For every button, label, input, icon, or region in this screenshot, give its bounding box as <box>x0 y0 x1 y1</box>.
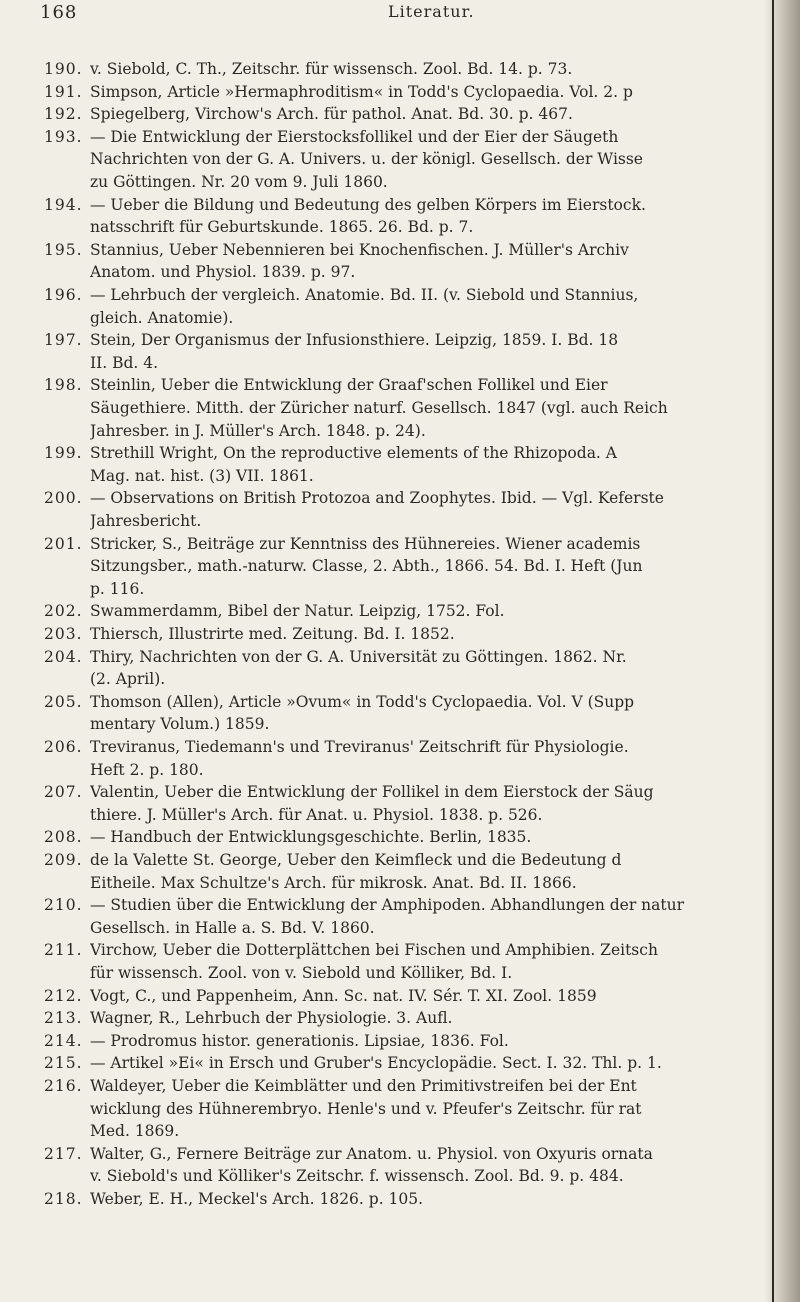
reference-line: Wagner, R., Lehrbuch der Physiologie. 3. Aufl. <box>90 1009 453 1028</box>
reference-number: 213. <box>44 1009 83 1028</box>
reference-number: 206. <box>44 738 83 756</box>
reference-line: Thiry, Nachrichten von der G. A. Universität zu Göttingen. 1862. Nr. <box>90 647 627 666</box>
page-number: 168 <box>40 2 78 23</box>
reference-line: Stein, Der Organismus der Infusionsthiere. Leipzig, 1859. I. Bd. 18 <box>90 331 619 350</box>
reference-text <box>90 826 785 849</box>
reference-number: 200. <box>44 489 83 508</box>
reference-line: Mag. nat. hist. (3) VII. 1861. <box>90 466 314 485</box>
reference-line: — Studien über die Entwicklung der Amphipoden. Abhandlungen der natur <box>90 896 685 915</box>
reference-text <box>90 939 785 984</box>
reference-line: Säugethiere. Mitth. der Züricher naturf. Gesellsch. 1847 (vgl. auch Reich <box>90 398 668 417</box>
reference-line: Simpson, Article »Hermaphroditism« in Todd's Cyclopaedia. Vol. 2. p <box>90 82 633 101</box>
reference-number: 214. <box>44 1031 83 1050</box>
reference-text <box>90 194 785 239</box>
reference-number: 218. <box>44 1190 83 1208</box>
reference-line: Anatom. und Physiol. 1839. p. 97. <box>90 263 356 282</box>
page-edge-shadow <box>764 0 800 1302</box>
reference-number: 203. <box>44 625 83 643</box>
page-header <box>40 2 760 24</box>
reference-number: 215. <box>44 1054 83 1073</box>
reference-line: thiere. J. Müller's Arch. für Anat. u. Physiol. 1838. p. 526. <box>90 805 543 824</box>
reference-line: gleich. Anatomie). <box>90 308 234 327</box>
reference-number: 195. <box>44 240 83 259</box>
reference-line: Eitheile. Max Schultze's Arch. für mikrosk. Anat. Bd. II. 1866. <box>90 873 577 892</box>
reference-line: für wissensch. Zool. von v. Siebold und Kölliker, Bd. I. <box>90 963 513 982</box>
reference-line: Treviranus, Tiedemann's und Treviranus' Zeitschrift für Physiologie. <box>90 738 629 756</box>
reference-line: Waldeyer, Ueber die Keimblätter und den Primitivstreifen bei der Ent <box>90 1077 637 1095</box>
reference-text <box>90 646 785 691</box>
reference-number: 199. <box>44 444 83 463</box>
reference-number: 216. <box>44 1077 83 1095</box>
reference-number: 211. <box>44 941 83 960</box>
reference-text <box>90 442 785 487</box>
reference-number: 204. <box>44 647 83 666</box>
reference-number: 208. <box>44 828 83 847</box>
reference-text <box>90 1188 785 1211</box>
reference-line: — Artikel »Ei« in Ersch und Gruber's Encyclopädie. Sect. I. 32. Thl. p. 1. <box>90 1054 662 1073</box>
reference-line: Thomson (Allen), Article »Ovum« in Todd's Cyclopaedia. Vol. V (Supp <box>90 692 635 711</box>
reference-text <box>90 894 785 939</box>
reference-line: Vogt, C., und Pappenheim, Ann. Sc. nat. IV. Sér. T. XI. Zool. 1859 <box>90 986 597 1005</box>
reference-number: 190. <box>44 60 83 78</box>
reference-number: 212. <box>44 986 83 1005</box>
running-title: Literatur. <box>388 2 475 21</box>
reference-number: 197. <box>44 331 83 350</box>
reference-line: Nachrichten von der G. A. Univers. u. der königl. Gesellsch. der Wisse <box>90 150 643 169</box>
reference-text <box>90 691 785 736</box>
reference-text <box>90 1007 785 1030</box>
reference-number: 202. <box>44 602 83 621</box>
reference-text <box>90 1052 785 1075</box>
reference-text <box>90 239 785 284</box>
reference-entry <box>0 374 800 440</box>
reference-entry <box>0 1188 800 1248</box>
reference-text <box>90 126 785 194</box>
reference-line: zu Göttingen. Nr. 20 vom 9. Juli 1860. <box>90 172 388 191</box>
reference-text <box>90 329 785 374</box>
reference-number: 192. <box>44 105 83 124</box>
reference-line: Jahresber. in J. Müller's Arch. 1848. p. 24). <box>90 421 426 440</box>
reference-text <box>90 623 785 646</box>
reference-text <box>90 736 785 781</box>
reference-line: Gesellsch. in Halle a. S. Bd. V. 1860. <box>90 918 375 937</box>
reference-number: 210. <box>44 896 83 915</box>
reference-line: p. 116. <box>90 579 145 598</box>
reference-line: v. Siebold's und Kölliker's Zeitschr. f. wissensch. Zool. Bd. 9. p. 484. <box>90 1167 624 1186</box>
reference-text <box>90 1030 785 1053</box>
reference-line: — Die Entwicklung der Eierstocksfollikel und der Eier der Säugeth <box>90 127 619 146</box>
reference-text <box>90 487 785 532</box>
reference-line: Weber, E. H., Meckel's Arch. 1826. p. 105. <box>90 1190 424 1208</box>
reference-line: Valentin, Ueber die Entwicklung der Follikel in dem Eierstock der Säug <box>90 783 654 802</box>
reference-line: — Ueber die Bildung und Bedeutung des gelben Körpers im Eierstock. <box>90 195 646 214</box>
reference-number: 191. <box>44 82 83 101</box>
reference-number: 196. <box>44 286 83 304</box>
reference-line: — Observations on British Protozoa and Zoophytes. Ibid. — Vgl. Keferste <box>90 489 664 508</box>
reference-number: 194. <box>44 195 83 214</box>
reference-line: Virchow, Ueber die Dotterplättchen bei Fischen und Amphibien. Zeitsch <box>90 941 658 960</box>
reference-number: 205. <box>44 692 83 711</box>
reference-line: v. Siebold, C. Th., Zeitschr. für wissensch. Zool. Bd. 14. p. 73. <box>90 60 573 78</box>
reference-line: Thiersch, Illustrirte med. Zeitung. Bd. I. 1852. <box>90 625 455 643</box>
reference-line: mentary Volum.) 1859. <box>90 715 270 734</box>
reference-line: Swammerdamm, Bibel der Natur. Leipzig, 1752. Fol. <box>90 602 505 621</box>
reference-text <box>90 81 785 104</box>
reference-number: 193. <box>44 127 83 146</box>
reference-line: — Handbuch der Entwicklungsgeschichte. Berlin, 1835. <box>90 828 532 847</box>
reference-line: — Prodromus histor. generationis. Lipsiae, 1836. Fol. <box>90 1031 509 1050</box>
reference-line: natsschrift für Geburtskunde. 1865. 26. Bd. p. 7. <box>90 218 474 237</box>
reference-line: Walter, G., Fernere Beiträge zur Anatom. u. Physiol. von Oxyuris ornata <box>90 1144 653 1163</box>
page-edge-line <box>772 0 774 1302</box>
reference-entry <box>0 126 800 191</box>
reference-line: Stannius, Ueber Nebennieren bei Knochenfischen. J. Müller's Archiv <box>90 240 629 259</box>
reference-line: (2. April). <box>90 670 166 689</box>
reference-line: de la Valette St. George, Ueber den Keimfleck und die Bedeutung d <box>90 851 622 869</box>
reference-line: II. Bd. 4. <box>90 353 159 372</box>
reference-line: Stricker, S., Beiträge zur Kenntniss des Hühnereies. Wiener academis <box>90 534 641 553</box>
reference-line: wicklung des Hühnerembryo. Henle's und v. Pfeufer's Zeitschr. für rat <box>90 1099 642 1118</box>
reference-line: Jahresbericht. <box>90 511 202 530</box>
reference-text <box>90 781 785 826</box>
reference-text <box>90 374 785 442</box>
reference-entry <box>0 533 800 598</box>
reference-number: 198. <box>44 376 83 395</box>
reference-text <box>90 533 785 601</box>
reference-text <box>90 849 785 894</box>
reference-line: Sitzungsber., math.-naturw. Classe, 2. Abth., 1866. 54. Bd. I. Heft (Jun <box>90 557 643 576</box>
reference-number: 217. <box>44 1144 83 1163</box>
reference-number: 207. <box>44 783 83 802</box>
reference-entry <box>0 1075 800 1141</box>
reference-text <box>90 284 785 329</box>
reference-text <box>90 985 785 1008</box>
reference-line: Med. 1869. <box>90 1122 180 1141</box>
reference-number: 209. <box>44 851 83 869</box>
reference-text <box>90 58 785 81</box>
reference-number: 201. <box>44 534 83 553</box>
reference-line: Spiegelberg, Virchow's Arch. für pathol. Anat. Bd. 30. p. 467. <box>90 105 573 124</box>
reference-line: Strethill Wright, On the reproductive elements of the Rhizopoda. A <box>90 444 617 463</box>
reference-line: — Lehrbuch der vergleich. Anatomie. Bd. II. (v. Siebold und Stannius, <box>90 286 639 304</box>
reference-text <box>90 600 785 623</box>
reference-line: Heft 2. p. 180. <box>90 760 204 779</box>
reference-text <box>90 1143 785 1188</box>
reference-text <box>90 1075 785 1143</box>
reference-line: Steinlin, Ueber die Entwicklung der Graaf'schen Follikel und Eier <box>90 376 608 395</box>
reference-text <box>90 103 785 126</box>
